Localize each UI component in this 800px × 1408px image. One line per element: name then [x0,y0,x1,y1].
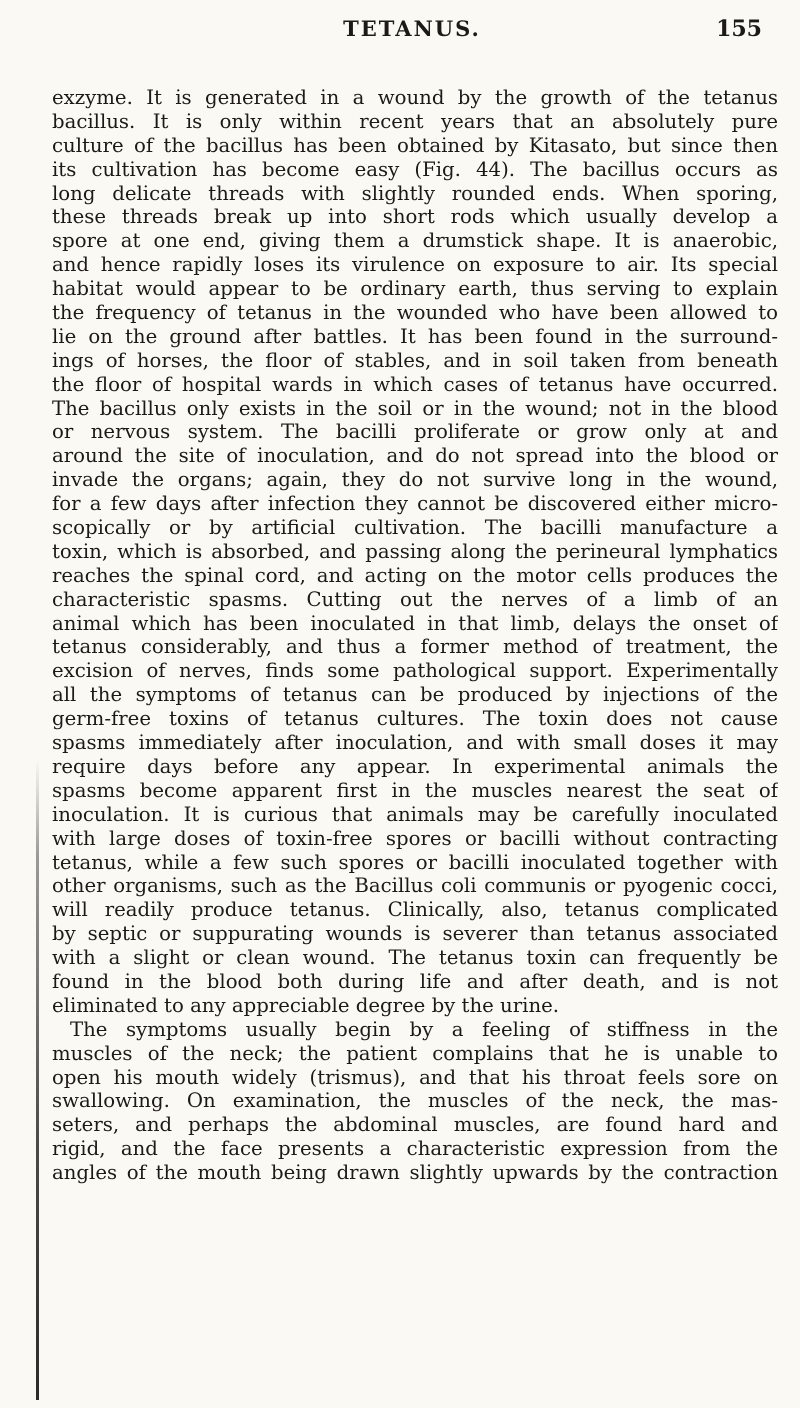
text-line: germ-free toxins of tetanus cultures. The toxin does not cause [52,707,778,731]
text-line: found in the blood both during life and after death, and is not [52,969,778,993]
text-line: for a few days after infection they cannot be discovered either micro- [52,492,778,516]
text-line: long delicate threads with slightly rounded ends. When sporing, [52,181,778,205]
text-line: around the site of inoculation, and do not spread into the blood or [52,444,778,468]
text-line: the frequency of tetanus in the wounded who have been allowed to [52,301,778,325]
text-line: and hence rapidly loses its virulence on exposure to air. Its special [52,253,778,277]
text-line: habitat would appear to be ordinary earth, thus serving to explain [52,277,778,301]
text-line: by septic or suppurating wounds is severer than tetanus associated [52,922,778,946]
text-line: scopically or by artificial cultivation. The bacilli manufacture a [52,516,778,540]
text-line: the floor of hospital wards in which cases of tetanus have occurred. [52,372,778,396]
text-line: its cultivation has become easy (Fig. 44). The bacillus occurs as [52,157,778,181]
text-line: eliminated to any appreciable degree by the urine. [52,993,560,1017]
page-header [54,10,770,50]
body-text [52,86,778,1185]
text-line: muscles of the neck; the patient complains that he is unable to [52,1041,778,1065]
text-line: characteristic spasms. Cutting out the nerves of a limb of an [52,587,778,611]
text-line: with large doses of toxin-free spores or bacilli without contracting [52,826,778,850]
text-line: exzyme. It is generated in a wound by the growth of the tetanus [52,86,778,109]
text-line: culture of the bacillus has been obtained by Kitasato, but since then [52,133,778,157]
text-line: spore at one end, giving them a drumstick shape. It is anaerobic, [52,229,778,253]
text-line: spasms immediately after inoculation, and with small doses it may [52,731,778,755]
page-edge-shadow [36,760,39,1400]
text-line: bacillus. It is only within recent years that an absolutely pure [52,109,778,133]
text-line: invade the organs; again, they do not survive long in the wound, [52,468,778,492]
text-line: rigid, and the face presents a characteristic expression from the [52,1137,778,1161]
text-line: tetanus, while a few such spores or bacilli inoculated together with [52,850,778,874]
page-number: 155 [716,16,762,42]
text-line: reaches the spinal cord, and acting on the motor cells produces the [52,563,778,587]
text-line: excision of nerves, finds some pathological support. Experimentally [52,659,778,683]
text-line: spasms become apparent first in the muscles nearest the seat of [52,778,778,802]
text-line: The bacillus only exists in the soil or in the wound; not in the blood [52,396,778,420]
text-line: inoculation. It is curious that animals may be carefully inoculated [52,802,778,826]
text-line: toxin, which is absorbed, and passing along the perineural lymphatics [52,539,778,563]
text-line: ings of horses, the floor of stables, and in soil taken from beneath [52,348,778,372]
text-line: these threads break up into short rods which usually develop a [52,205,778,229]
text-line: open his mouth widely (trismus), and that his throat feels sore on [52,1065,778,1089]
text-line: other organisms, such as the Bacillus coli communis or pyogenic cocci, [52,874,778,898]
text-line: require days before any appear. In experimental animals the [52,754,778,778]
text-line: seters, and perhaps the abdominal muscles, are found hard and [52,1113,778,1137]
text-line: angles of the mouth being drawn slightly upwards by the contraction [52,1161,778,1185]
text-line: The symptoms usually begin by a feeling of stiffness in the [70,1017,778,1041]
text-line: tetanus considerably, and thus a former method of treatment, the [52,635,778,659]
text-line: with a slight or clean wound. The tetanus toxin can frequently be [52,946,778,970]
running-title: TETANUS. [343,16,481,41]
text-line: lie on the ground after battles. It has been found in the surround- [52,324,778,348]
text-line: animal which has been inoculated in that limb, delays the onset of [52,611,778,635]
text-line: swallowing. On examination, the muscles of the neck, the mas- [52,1089,778,1113]
text-line: will readily produce tetanus. Clinically, also, tetanus complicated [52,898,778,922]
text-line: or nervous system. The bacilli proliferate or grow only at and [52,420,778,444]
text-line: all the symptoms of tetanus can be produced by injections of the [52,683,778,707]
